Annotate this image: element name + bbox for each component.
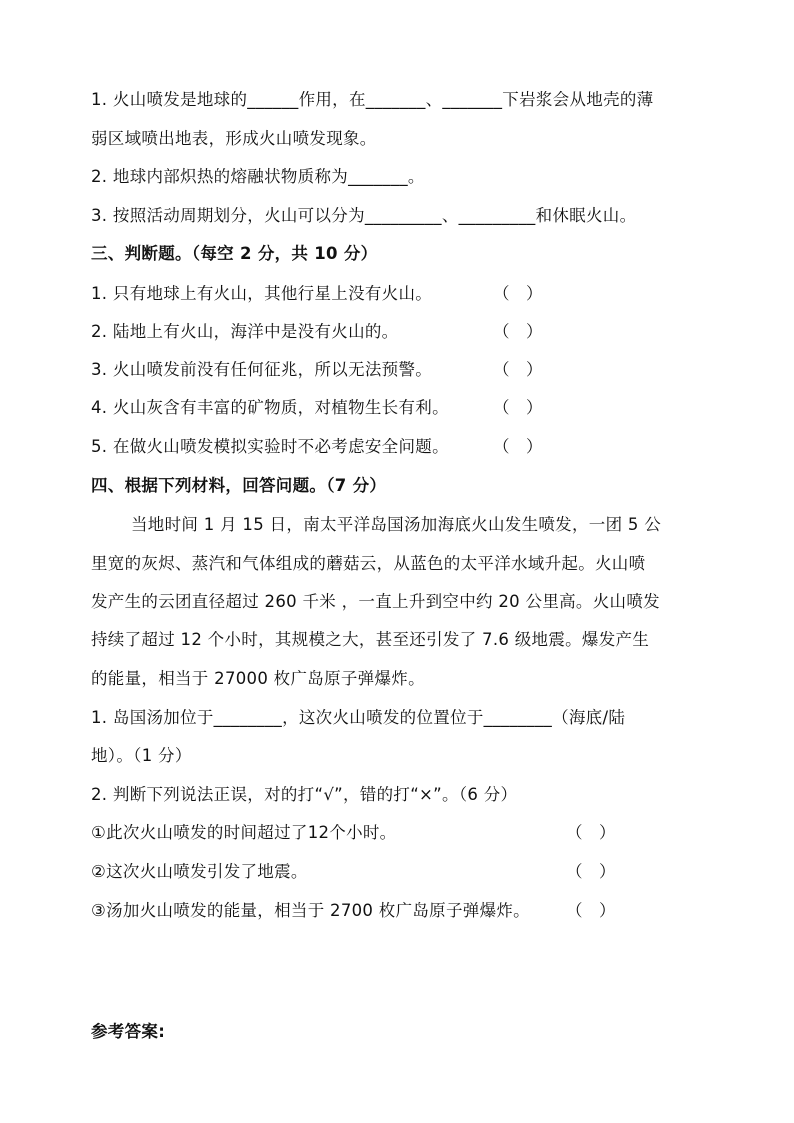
fill-question-1-line-2: 弱区域喷出地表，形成火山喷发现象。 bbox=[91, 129, 377, 148]
material-sub-item-3-answer-box[interactable]: （ ） bbox=[566, 901, 616, 920]
judgment-item-4-answer-box[interactable]: （ ） bbox=[493, 398, 543, 417]
judgment-item-4: 4. 火山灰含有丰富的矿物质，对植物生长有利。 bbox=[91, 398, 449, 417]
judgment-item-2: 2. 陆地上有火山，海洋中是没有火山的。 bbox=[91, 322, 399, 341]
judgment-item-3-answer-box[interactable]: （ ） bbox=[493, 360, 543, 379]
passage-line-4: 持续了超过 12 个小时，其规模之大，甚至还引发了 7.6 级地震。爆发产生 bbox=[91, 630, 650, 649]
material-sub-item-3: ③汤加火山喷发的能量，相当于 2700 枚广岛原子弹爆炸。 bbox=[91, 901, 530, 920]
judgment-item-5: 5. 在做火山喷发模拟实验时不必考虑安全问题。 bbox=[91, 437, 449, 456]
judgment-item-1-answer-box[interactable]: （ ） bbox=[493, 284, 543, 303]
fill-question-3: 3. 按照活动周期划分，火山可以分为_________、_________和休眠火山。 bbox=[91, 206, 637, 225]
judgment-item-1: 1. 只有地球上有火山，其他行星上没有火山。 bbox=[91, 284, 433, 303]
passage-line-1: 当地时间 1 月 15 日，南太平洋岛国汤加海底火山发生喷发，一团 5 公 bbox=[131, 515, 662, 534]
fill-question-2: 2. 地球内部炽热的熔融状物质称为_______。 bbox=[91, 167, 425, 186]
material-sub-item-1: ①此次火山喷发的时间超过了12个小时。 bbox=[91, 823, 397, 842]
passage-line-3: 发产生的云团直径超过 260 千米 ，一直上升到空中约 20 公里高。火山喷发 bbox=[91, 592, 660, 611]
judgment-item-2-answer-box[interactable]: （ ） bbox=[493, 322, 543, 341]
material-question-1-line-2: 地）。（1 分） bbox=[91, 746, 192, 765]
material-question-2: 2. 判断下列说法正误，对的打“√”，错的打“×”。（6 分） bbox=[91, 785, 518, 804]
fill-question-1-line-1: 1. 火山喷发是地球的______作用，在_______、_______下岩浆会从地壳的薄 bbox=[91, 90, 654, 109]
material-sub-item-2: ②这次火山喷发引发了地震。 bbox=[91, 862, 308, 881]
material-question-1-line-1: 1. 岛国汤加位于________，这次火山喷发的位置位于________（海底/陆 bbox=[91, 708, 626, 727]
judgment-item-3: 3. 火山喷发前没有任何征兆，所以无法预警。 bbox=[91, 360, 433, 379]
answers-title: 参考答案: bbox=[91, 1022, 166, 1041]
material-sub-item-1-answer-box[interactable]: （ ） bbox=[566, 823, 616, 842]
passage-line-5: 的能量，相当于 27000 枚广岛原子弹爆炸。 bbox=[91, 669, 425, 688]
material-sub-item-2-answer-box[interactable]: （ ） bbox=[566, 862, 616, 881]
material-section-title: 四、根据下列材料，回答问题。（7 分） bbox=[91, 476, 387, 495]
passage-line-2: 里宽的灰烬、蒸汽和气体组成的蘑菇云，从蓝色的太平洋水域升起。火山喷 bbox=[91, 554, 646, 573]
judgment-section-title: 三、判断题。（每空 2 分，共 10 分） bbox=[91, 244, 378, 263]
judgment-item-5-answer-box[interactable]: （ ） bbox=[493, 437, 543, 456]
